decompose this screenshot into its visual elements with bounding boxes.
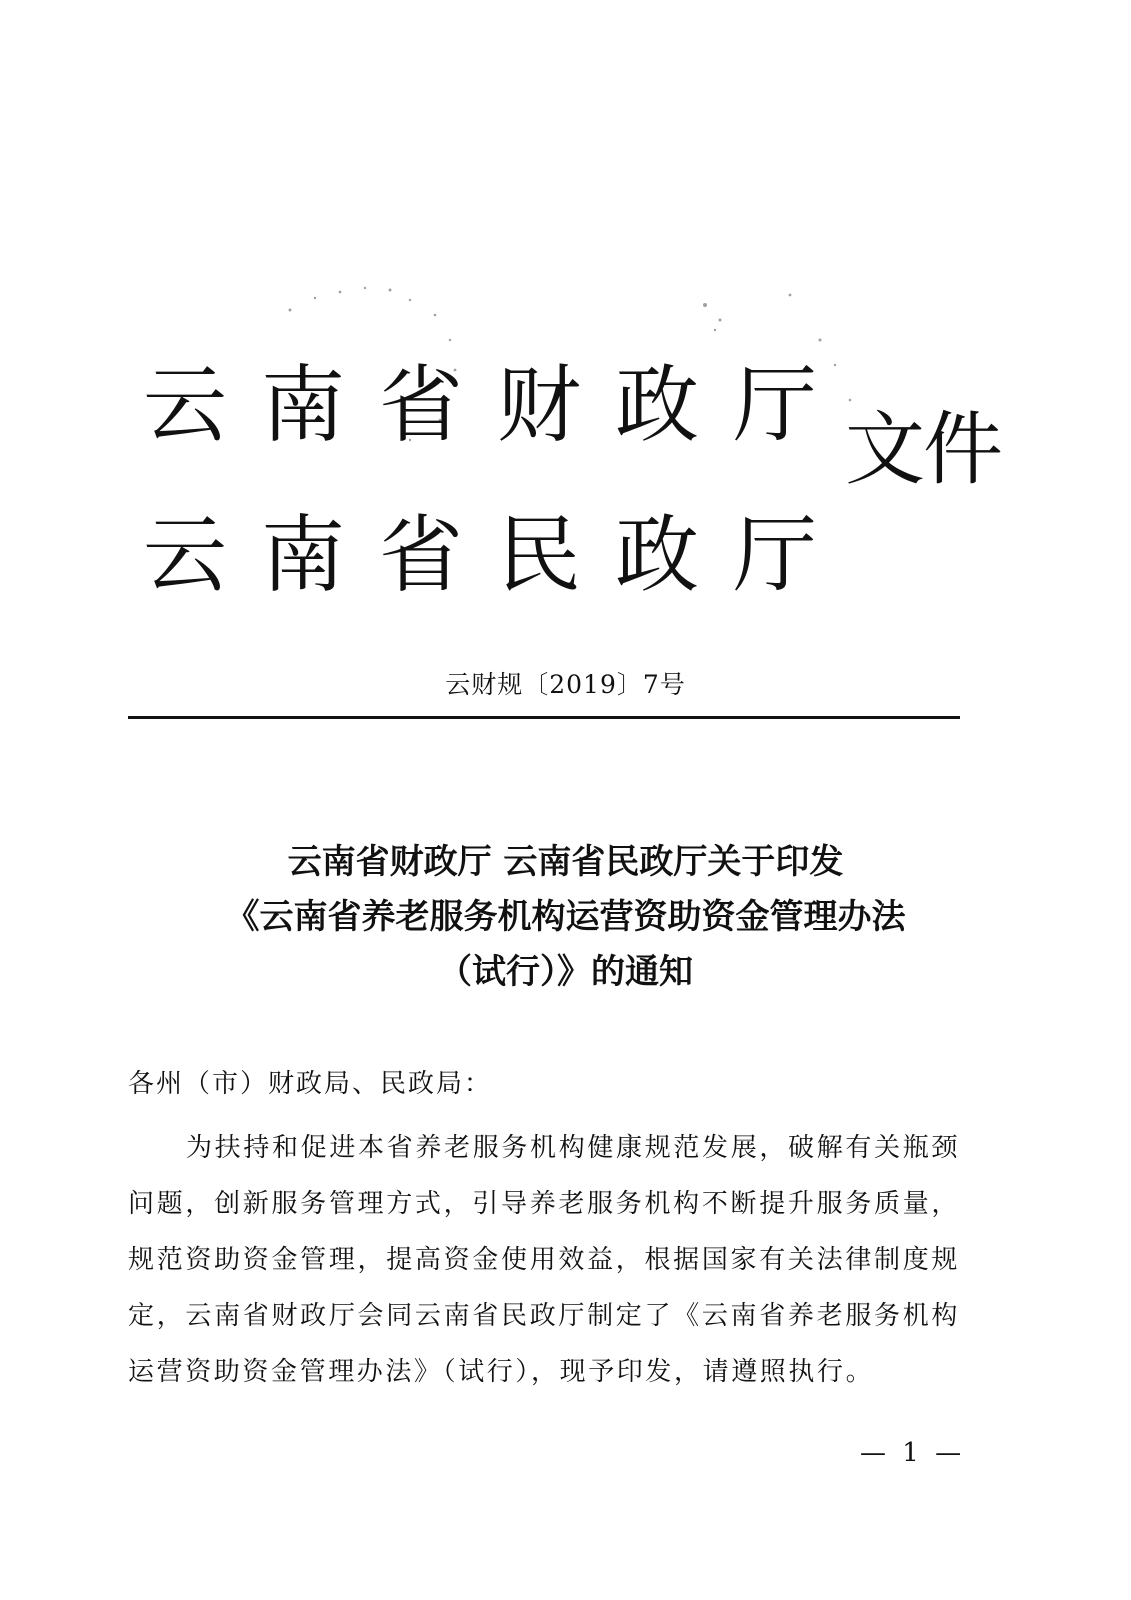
org-char: 政 — [614, 356, 699, 454]
document-title — [0, 835, 1131, 1000]
org-char: 政 — [614, 506, 699, 604]
page-number: — 1 — — [860, 1438, 966, 1468]
org-char: 南 — [260, 506, 345, 604]
org-char: 厅 — [732, 356, 817, 454]
org-char: 云 — [142, 506, 227, 604]
body-paragraph: 为扶持和促进本省养老服务机构健康规范发展，破解有关瓶颈问题，创新服务管理方式，引导养老服务机构不断提升服务质量，规范资助资金管理，提高资金使用效益，根据国家有关法律制度规定，云南省财政厅会同云南省民政厅制定了《云南省养老服务机构运营资助资金管理办法》（试行），现予印发，请遵照执行。 — [128, 1133, 960, 1387]
org-char: 省 — [378, 356, 463, 454]
org-char: 南 — [260, 356, 345, 454]
salutation: 各州（市）财政局、民政局： — [128, 1069, 493, 1099]
title-line-3: （试行）》的通知 — [438, 952, 693, 992]
org-line-civil-affairs — [140, 480, 820, 630]
issuing-organs — [140, 330, 840, 630]
title-line-2: 《云南省养老服务机构运营资助资金管理办法 — [225, 897, 906, 937]
title-line-1: 云南省财政厅 云南省民政厅关于印发 — [287, 842, 844, 882]
header-divider — [128, 716, 960, 719]
org-char: 财 — [496, 356, 581, 454]
org-char: 厅 — [732, 506, 817, 604]
org-line-finance — [140, 330, 820, 480]
org-char: 省 — [378, 506, 463, 604]
org-char: 云 — [142, 356, 227, 454]
org-char: 民 — [496, 506, 581, 604]
document-number: 云财规〔2019〕7号 — [445, 670, 686, 699]
document-suffix: 文件 — [845, 403, 1001, 496]
